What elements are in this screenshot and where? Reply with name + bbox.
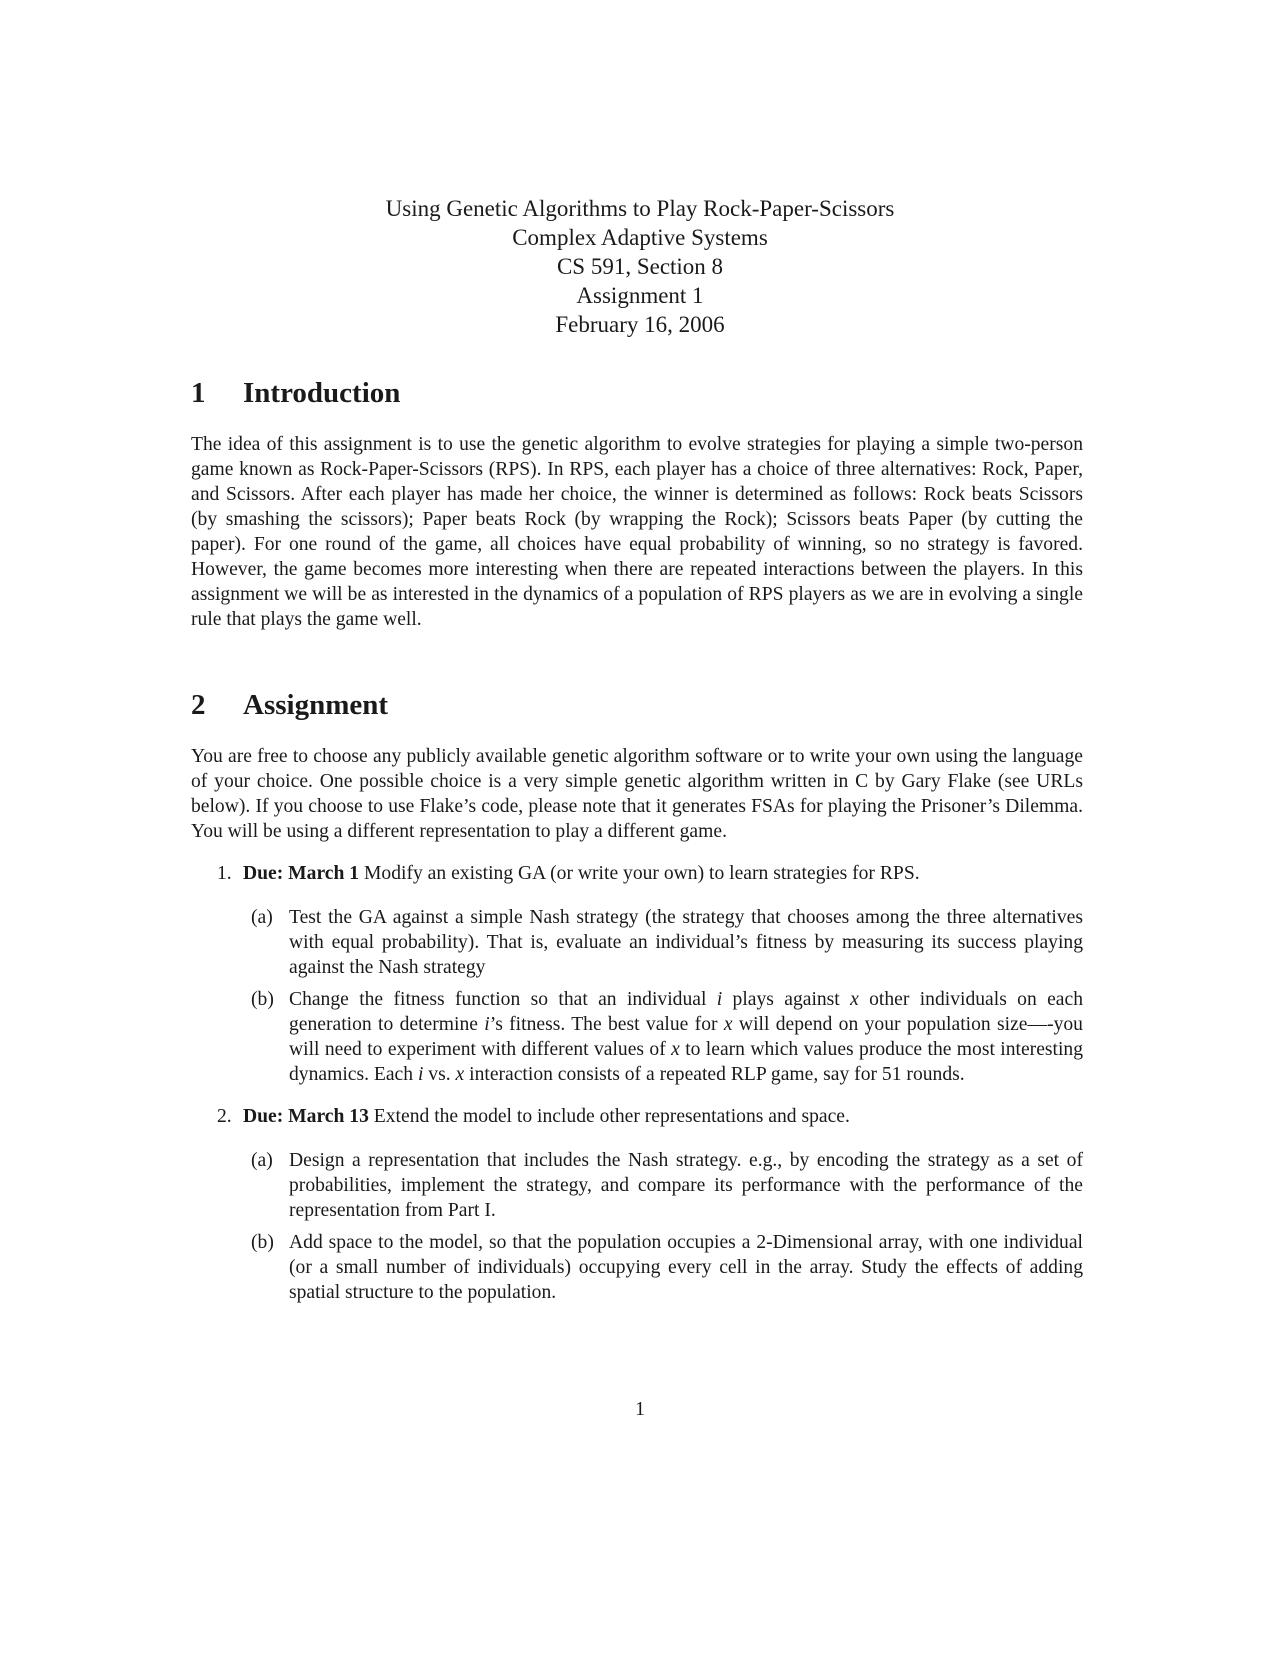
subtask-text-part: interaction consists of a repeated RLP game, say for 51 rounds.	[464, 1064, 965, 1085]
subtask-item	[191, 1148, 1083, 1223]
math-variable: x	[850, 989, 859, 1010]
subtask-text-part: Change the fitness function so that an individual	[289, 989, 717, 1010]
task-item	[191, 861, 1083, 1087]
task-text: Modify an existing GA (or write your own) to learn strategies for RPS.	[364, 863, 920, 884]
subtask-text: Design a representation that includes the Nash strategy. e.g., by encoding the strategy as a set of probabilities, implement the strategy, and compare its performance with the performance of the representation from Part I.	[289, 1150, 1083, 1221]
subtask-text-part: vs.	[423, 1064, 456, 1085]
subtask-text: Add space to the model, so that the population occupies a 2-Dimensional array, with one individual (or a small number of individuals) occupying every cell in the array. Study the effects of adding spatial structure to the population.	[289, 1232, 1083, 1303]
subtask-text-part: to learn which values produce the most interesting dynamics. Each	[289, 1039, 1083, 1085]
subtask-text-part: will depend on your population size—-you will need to experiment with different values of	[289, 1014, 1083, 1060]
due-label: Due: March 13	[243, 1106, 369, 1127]
introduction-paragraph: The idea of this assignment is to use the genetic algorithm to evolve strategies for playing a simple two-person game known as Rock-Paper-Scissors (RPS). In RPS, each player has a choice of three alternatives: Rock, Paper, and Scissors. After each player has made her choice, the winner is determined as follows: Rock beats Scissors (by smashing the scissors); Paper beats Rock (by wrapping the Rock); Scissors beats Paper (by cutting the paper). For one round of the game, all choices have equal probability of winning, so no strategy is favored. However, the game becomes more interesting when there are repeated interactions between the players. In this assignment we will be as interested in the dynamics of a population of RPS players as we are in evolving a single rule that plays the game well.	[191, 434, 1083, 630]
course-section: CS 591, Section 8	[556, 254, 724, 279]
section-title: Assignment	[243, 689, 389, 721]
subtask-text: Test the GA against a simple Nash strategy (the strategy that chooses among the three alternatives with equal probability). That is, evaluate an individual’s fitness by measuring its success playing against the Nash strategy	[289, 907, 1083, 978]
task-heading	[191, 1104, 1083, 1129]
math-variable: i	[417, 1064, 424, 1085]
math-variable: i	[716, 989, 723, 1010]
subtask-text-part: other individuals on each generation to determine	[289, 989, 1083, 1035]
subtask-text-part: plays against	[722, 989, 851, 1010]
task-text: Extend the model to include other representations and space.	[373, 1106, 850, 1127]
document-title: Using Genetic Algorithms to Play Rock-Paper-Scissors	[385, 196, 895, 221]
task-heading	[191, 861, 1083, 886]
section-heading-assignment	[191, 688, 1083, 722]
section-number: 1	[191, 377, 206, 409]
document-date: February 16, 2006	[555, 312, 725, 337]
page-number: 1	[635, 1399, 645, 1420]
assignment-label: Assignment 1	[576, 283, 704, 308]
subtask-item	[191, 1230, 1083, 1305]
subtask-enum: (b)	[251, 1232, 274, 1253]
section-title: Introduction	[243, 377, 401, 409]
math-variable: i	[484, 1014, 490, 1035]
course-name: Complex Adaptive Systems	[512, 225, 768, 250]
section-heading-introduction	[191, 376, 1083, 410]
title-block	[0, 194, 1280, 339]
section-number: 2	[191, 689, 206, 721]
math-variable: x	[671, 1039, 680, 1060]
section-introduction	[191, 376, 1083, 632]
subtask-enum: (a)	[251, 1150, 273, 1171]
subtask-item	[191, 987, 1083, 1087]
assignment-paragraph: You are free to choose any publicly available genetic algorithm software or to write your own using the language of your choice. One possible choice is a very simple genetic algorithm written in C by Gary Flake (see URLs below). If you choose to use Flake’s code, please note that it generates FSAs for playing the Prisoner’s Dilemma. You will be using a different representation to play a different game.	[191, 746, 1083, 842]
section-assignment	[191, 688, 1083, 1305]
math-variable: x	[723, 1014, 733, 1035]
due-label: Due: March 1	[243, 863, 360, 884]
subtask-item	[191, 905, 1083, 980]
task-item	[191, 1104, 1083, 1305]
subtask-text-part: ’s fitness. The best value for	[489, 1014, 724, 1035]
math-variable: x	[455, 1064, 465, 1085]
task-enum: 1.	[217, 863, 232, 884]
task-enum: 2.	[217, 1106, 232, 1127]
subtask-enum: (a)	[251, 907, 273, 928]
subtask-enum: (b)	[251, 989, 274, 1010]
